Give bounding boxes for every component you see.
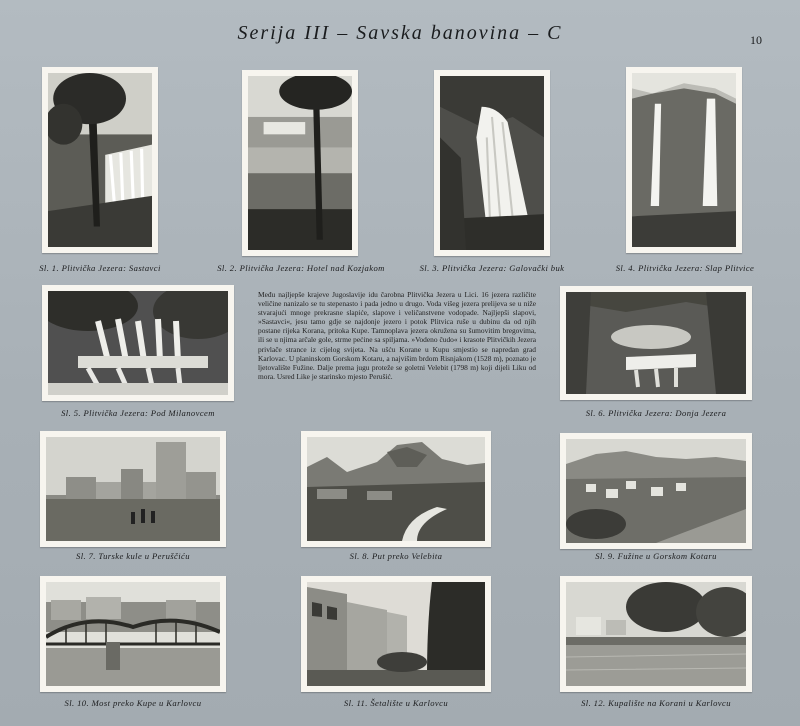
photo-card-11 [301,576,491,692]
photo-caption-8: Sl. 8. Put preko Velebita [349,551,443,561]
photo-caption-5: Sl. 5. Plitvička Jezera: Pod Milanovcem [61,408,215,418]
photo-1-image [48,73,152,247]
photo-card-12 [560,576,752,692]
photo-card-9 [560,433,752,549]
photo-9-image [566,439,746,543]
photo-caption-7: Sl. 7. Turske kule u Peruščiću [76,551,190,561]
photo-caption-11: Sl. 11. Šetalište u Karlovcu [343,698,449,708]
photo-card-10 [40,576,226,692]
photo-card-8 [301,431,491,547]
photo-card-3 [434,70,550,256]
photo-caption-4: Sl. 4. Plitvička Jezera: Slap Plitvice [615,263,755,273]
photo-2-image [248,76,352,250]
photo-card-4 [626,67,742,253]
photo-caption-12: Sl. 12. Kupalište na Korani u Karlovcu [581,698,731,708]
photo-caption-10: Sl. 10. Most preko Kupe u Karlovcu [64,698,202,708]
page-number: 10 [750,33,762,47]
photo-caption-9: Sl. 9. Fužine u Gorskom Kotaru [595,551,717,561]
photo-card-1 [42,67,158,253]
photo-caption-3: Sl. 3. Plitvička Jezera: Galovački buk [419,263,565,273]
photo-card-7 [40,431,226,547]
page-title: Serija III – Savska banovina – C [237,22,563,44]
body-text: Među najljepše krajeve Jugoslavije idu čarobna Plitvička Jezera u Lici. 16 jezera različite veličine nanizalo se tu stepenasto i pada jedno u drugo. Voda višeg jezera prelijeva se u niže stvarajući mnoge prekrasne slapiće, slapove i veličanstvene vodopade. Najljepši slapovi, »Sastavci«, jesu tamo gdje se najdonje jezero i potok Plitvica ruše u dubinu da od njih postane rijeka Korana, pritoka Kupe. Tamnoplava jezera okružena su šumovitim bregovima, ili se u njima arčale gole, strme pećine sa spiljama. »Vodeno čudo« i krasote Plitvičkih Jezera privlače strance iz cijelog svijeta. Na ušću Korane u Kupu smjestio se napredan grad Karlovac. U planinskom Gorskom Kotaru, a najvišim brdom Risnjakom (1528 m), poznato je ljetovalište Fužine. Dalje prema jugu proteže se goletni Velebit (1798 m) koji dijeli Liku od mora. Usred Like je starinsko mjesto Perušić. [258,290,536,381]
photo-card-6 [560,286,752,400]
photo-12-image [566,582,746,686]
photo-caption-1: Sl. 1. Plitvička Jezera: Sastavci [39,263,161,273]
photo-card-2 [242,70,358,256]
photo-6-image [566,292,746,394]
photo-5-image [48,291,228,395]
photo-3-image [440,76,544,250]
photo-4-image [632,73,736,247]
photo-caption-6: Sl. 6. Plitvička Jezera: Donja Jezera [585,408,727,418]
photo-7-image [46,437,220,541]
photo-8-image [307,437,485,541]
photo-caption-2: Sl. 2. Plitvička Jezera: Hotel nad Kozjakom [217,263,385,273]
photo-10-image [46,582,220,686]
photo-card-5 [42,285,234,401]
photo-11-image [307,582,485,686]
